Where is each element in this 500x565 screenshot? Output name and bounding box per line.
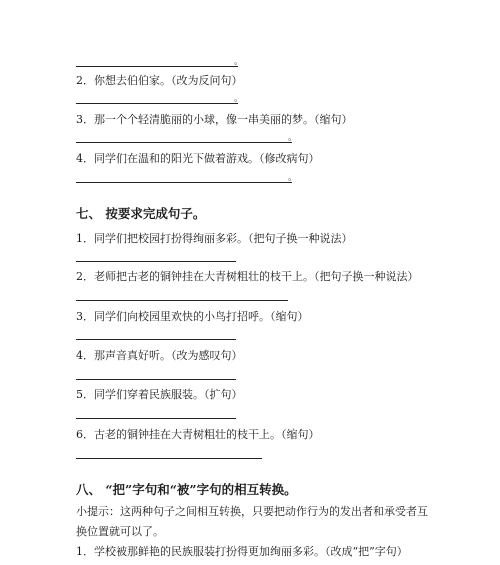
question-2: 2．你想去伯伯家。（改为反问句） [76,74,243,87]
answer-line-q2[interactable] [76,94,243,104]
answer-line-7-3[interactable] [76,339,236,340]
section-7-item-6: 6．古老的铜钟挂在大青树粗壮的枝干上。（缩句） [76,428,320,441]
answer-line-7-5[interactable] [76,418,236,419]
section-7-item-1: 1．同学们把校园打扮得绚丽多彩。（把句子换一种说法） [76,232,353,245]
section-7-item-3: 3．同学们向校园里欢快的小鸟打招呼。（缩句） [76,310,309,323]
period-mark: 。 [287,173,297,183]
section-8-hint: 小提示：这两种句子之间相互转换，只要把动作行为的发出者和承受者互换位置就可以了。 [76,505,428,538]
section-7-item-5: 5．同学们穿着民族服装。（扩句） [76,388,243,401]
answer-line-7-6[interactable] [76,458,262,459]
section-7-title: 七、 按要求完成句子。 [76,206,206,221]
answer-line-7-2[interactable] [76,300,288,301]
answer-line-7-4[interactable] [76,379,236,380]
section-7-item-4: 4．那声音真好听。（改为感叹句） [76,349,243,362]
question-3: 3．那一个个轻清脆丽的小球，像一串美丽的梦。（缩句） [76,113,353,126]
period-mark: 。 [233,57,243,67]
answer-line-q4[interactable] [76,173,297,183]
answer-line-7-1[interactable] [76,261,236,262]
section-7-item-2: 2．老师把古老的铜钟挂在大青树粗壮的枝干上。（把句子换一种说法） [76,270,419,283]
period-mark: 。 [233,94,243,104]
answer-line-q1[interactable] [76,57,243,67]
answer-line-q3[interactable] [76,133,297,143]
question-4: 4．同学们在温和的阳光下做着游戏。（修改病句） [76,152,320,165]
section-8-title: 八、 “把”字句和“被”字句的相互转换。 [76,482,297,497]
period-mark: 。 [287,133,297,143]
section-8-item-1: 1．学校被那鲜艳的民族服装打扮得更加绚丽多彩。（改成“把”字句） [76,545,408,558]
